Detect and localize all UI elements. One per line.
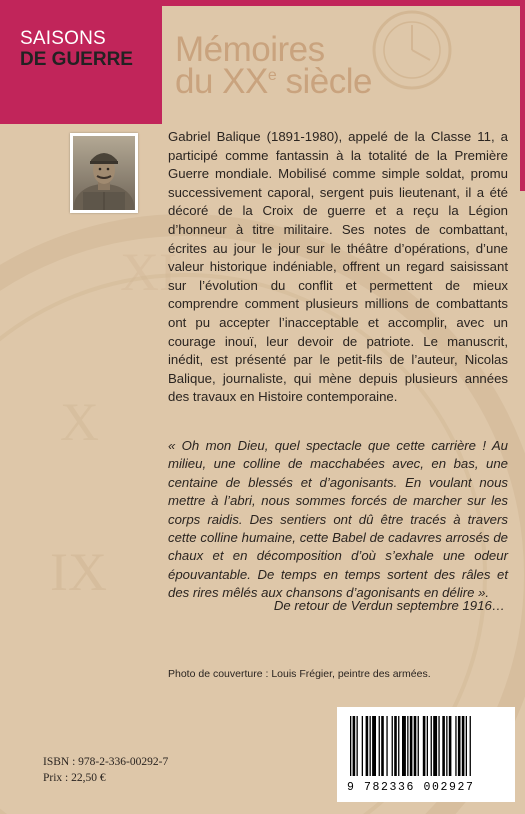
barcode-bar: [394, 716, 397, 776]
brand-line-1: SAISONS: [20, 28, 106, 49]
barcode-bar: [362, 716, 363, 776]
barcode-bar: [407, 716, 408, 776]
svg-text:X: X: [60, 392, 99, 452]
barcode-bar: [379, 716, 380, 776]
barcode-bar: [423, 716, 426, 776]
barcode-bar: [370, 716, 371, 776]
svg-text:IX: IX: [50, 542, 107, 602]
barcode-bar: [392, 716, 393, 776]
series-title-line-2: [175, 64, 372, 99]
author-biography: Gabriel Balique (1891-1980), appelé de la Classe 11, a participé comme fantassin à la totalité de la Première Guerre mondiale. Mobilisé comme simple soldat, promu successivement caporal, sergent puis lieutenant, il a été décoré de la Croix de guerre et a reçu la Légion d’honneur à titre militaire. Ses notes de combattant, écrites au jour le jour sur le théâtre d’opérations, d’une valeur historique indéniable, offrent un regard saisissant sur l’évolution du conflit et permettent de mieux comprendre comment plusieurs millions de combattants ont pu accepter l’inacceptable et accomplir, avec un courage inouï, leur devoir de patriote. Le manuscrit, inédit, est présenté par le petit-fils de l’auteur, Nicolas Balique, journaliste, qui mène depuis plusieurs années des travaux en Histoire contemporaine.: [168, 129, 508, 405]
right-accent-strip: [520, 6, 525, 191]
barcode-bar: [438, 716, 439, 776]
barcode-bar: [455, 716, 456, 776]
excerpt-quote: « Oh mon Dieu, quel spectacle que cette carrière ! Au milieu, une colline de macchabées avec, en bas, une centaine de blessés et d’agonisants. En voulant nous mettre à l’abri, nous sommes forcés de marcher sur les corps raidis. Des sentiers ont dû être tracés à travers cette colline humaine, cette Babel de cadavres arrosés de chaux et en décomposition d’où s’exhale une odeur épouvantable. De temps en temps sortent des râles et des rires mêlés aux chansons d’agonisants en délire ».: [168, 438, 508, 601]
barcode-bar: [449, 716, 452, 776]
cover-photo-credit: Photo de couverture : Louis Frégier, peintre des armées.: [168, 668, 431, 680]
barcode-bar: [418, 716, 419, 776]
barcode-bar: [410, 716, 413, 776]
series-title-superscript: e: [267, 67, 277, 84]
barcode-bar: [466, 716, 467, 776]
series-title-suffix: siècle: [276, 62, 372, 101]
barcode-bar: [372, 716, 376, 776]
isbn-text: ISBN : 978-2-336-00292-7: [43, 756, 169, 768]
barcode-bar: [431, 716, 432, 776]
barcode-bars: [344, 716, 508, 778]
barcode-bar: [353, 716, 356, 776]
brand-line-2: DE GUERRE: [20, 49, 133, 70]
series-title: [175, 32, 372, 99]
barcode-digits: 9 782336 002927: [347, 781, 475, 794]
barcode-bar: [470, 716, 471, 776]
barcode-bar: [366, 716, 369, 776]
barcode-bar: [446, 716, 447, 776]
barcode-bar: [357, 716, 358, 776]
svg-text:XI: XI: [120, 242, 177, 302]
soldier-portrait-icon: [73, 136, 135, 210]
quote-source: De retour de Verdun septembre 1916…: [273, 598, 505, 613]
barcode-bar: [398, 716, 399, 776]
barcode-bar: [414, 716, 417, 776]
price-text: Prix : 22,50 €: [43, 772, 106, 784]
series-title-line-1: Mémoires: [175, 30, 325, 69]
barcode-bar: [462, 716, 465, 776]
barcode-bar: [433, 716, 437, 776]
barcode-bar: [381, 716, 384, 776]
barcode-bar: [442, 716, 445, 776]
barcode-bar: [458, 716, 461, 776]
series-title-prefix: du XX: [175, 62, 268, 101]
barcode-bar: [350, 716, 351, 776]
barcode-bar: [402, 716, 406, 776]
barcode-bar: [386, 716, 387, 776]
barcode: [337, 707, 515, 802]
barcode-bar: [427, 716, 428, 776]
collection-brand-block: [0, 6, 162, 124]
author-portrait: [70, 133, 138, 213]
